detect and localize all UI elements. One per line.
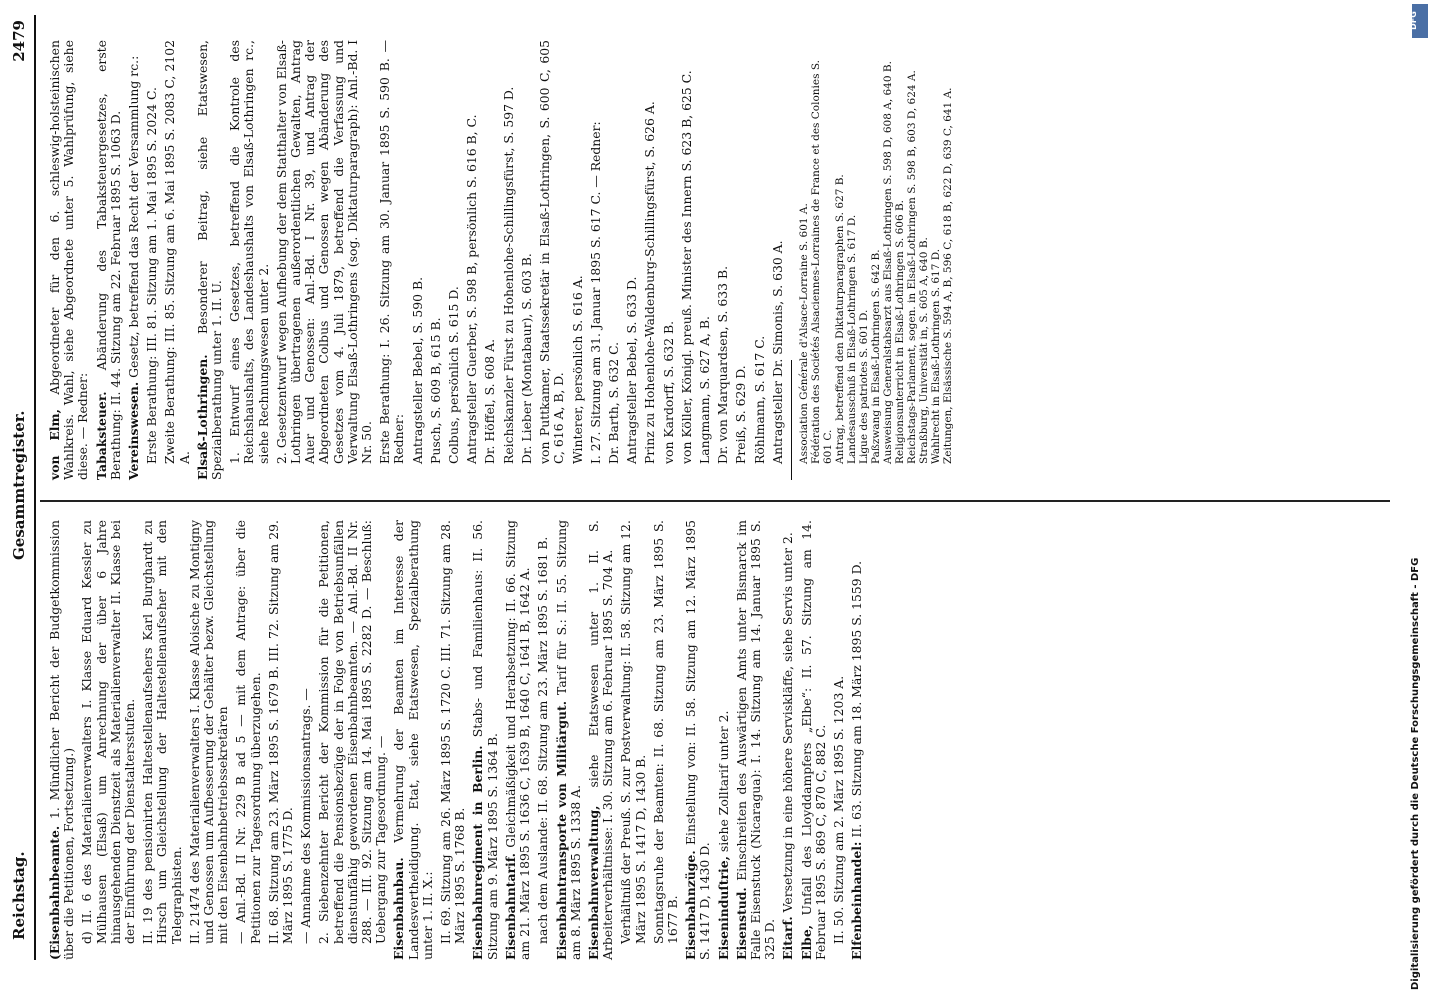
entry-heading: Eisenbahnzüge. [683, 850, 699, 960]
register-entry [48, 520, 76, 960]
entry-text: Einschreiten des Auswärtigen Amts unter Bismarck im Falle Eisenstuck (Nicaragua): I. 14. Sitzung am 14. Januar 1895 S. 325 D. [733, 520, 778, 960]
right-column [48, 40, 954, 480]
register-entry [504, 520, 532, 960]
register-entry [429, 40, 443, 464]
index-note: Reichstags-Parlament, sogen. in Elsaß-Lothringen S. 598 B, 603 D, 624 A. [905, 70, 918, 464]
entry-text: 2. Gesetzentwurf wegen Aufhebung der dem Statthalter von Elsaß-Lothringen übertragenen außerordentlichen Gewalten, Antrag Auer und Genossen: Anl.-Bd. I Nr. 39, und Antrag der Abgeordneten Colbus und Genossen wegen Abänderung des Gesetzes vom 4. Juli 1879, betreffend die Verfassung und Verwaltung Elsaß-Lothringens (sog. Diktaturparagraph): Anl.-Bd. I Nr. 50. [273, 40, 375, 464]
index-note: Ausweisung Generalstabsarzt aus Elsaß-Lothringen S. 598 D, 608 A, 640 B. [881, 61, 894, 464]
entry-heading: Eisenbahnbau. [391, 857, 407, 960]
register-entry [411, 40, 425, 464]
register-entry [80, 520, 137, 944]
index-note: Wahlrecht in Elsaß-Lothringen S. 617 D. [929, 248, 942, 464]
entry-text: 1. Mündlicher Bericht der Budgetkommission über die Petitionen, Fortsetzung.) [47, 520, 77, 960]
index-note: Straßburg, Universität in, S. 605 A, 640 B. [917, 237, 930, 464]
register-entry [188, 520, 231, 944]
register-entry [196, 40, 224, 480]
register-entry [439, 520, 467, 944]
header-left-title: Reichstag. [10, 851, 28, 940]
register-entry [716, 40, 730, 464]
index-note: Antrag, betreffend den Diktaturparagraphen S. 627 B. [833, 174, 846, 464]
index-note: Association Générale d'Alsace-Lorraine S. 601 A. [797, 203, 810, 464]
register-entry [145, 40, 159, 464]
entry-heading: Vereinswesen. [126, 381, 142, 480]
entry-text: nach dem Auslande: II. 68. Sitzung am 23. März 1895 S. 1681 B. [535, 536, 551, 944]
register-entry [299, 520, 313, 944]
entry-text: siehe Etatswesen unter 1. II. S. Arbeiterverhältnisse: I. 30. Sitzung am 6. Februar 1895 S. 704 A. [585, 520, 616, 960]
register-entry [520, 40, 534, 464]
entry-text: Dr. von Marquardsen, S. 633 B. [715, 265, 731, 464]
register-entry [717, 520, 731, 960]
entry-text: Reichskanzler Fürst zu Hohenlohe-Schillingsfürst, S. 597 D. [500, 86, 516, 464]
register-entry [587, 520, 615, 960]
entry-text: Zweite Berathung: III. 85. Sitzung am 6. Mai 1895 S. 2083 C, 2102 A. [162, 40, 192, 464]
register-entry [589, 40, 603, 464]
register-entry [643, 40, 657, 464]
entry-text: Einstellung von: II. 58. Sitzung am 12. März 1895 S. 1417 D, 1430 D. [683, 520, 713, 960]
entry-heading: Eisenbahntransporte von Militärgut. [553, 700, 569, 960]
entry-text: Verhältniß der Preuß. S. zur Postverwaltung: II. 58. Sitzung am 12. März 1895 S. 1417 D, 1430 B. [618, 520, 648, 944]
register-entry [735, 520, 778, 960]
header-middle-title: Gesammtregister. [10, 410, 28, 560]
page-number: 2479 [10, 20, 28, 62]
entry-text: — Anl.-Bd. II Nr. 229 B ad 5 — mit dem Antrage: über die Petitionen zur Tagesordnung überzugehen. [233, 520, 263, 944]
register-entry [662, 40, 676, 464]
register-entry [234, 520, 262, 944]
register-entry [607, 40, 621, 464]
entry-text: Erste Berathung: I. 26. Sitzung am 30. Januar 1895 S. 590 B. — Redner: [377, 40, 407, 464]
entry-heading: Eisenstud. [733, 887, 749, 960]
digitization-note: Digitalisierung gefördert durch die Deutsche Forschungsgemeinschaft - DFG [1410, 557, 1421, 990]
entry-text: Colbus, persönlich S. 615 D. [446, 286, 462, 464]
register-entry [832, 520, 846, 944]
entry-text: Dr. Lieber (Montabaur), S. 603 B. [518, 253, 534, 464]
register-entry [753, 40, 767, 464]
register-entry [771, 40, 785, 464]
entry-text: Vermehrung der Beamten im Interesse der Landesvertheidigung. Etat, siehe Etatswesen, Spezialberathung unter 1. II. X.: [391, 520, 435, 960]
entry-text: II. 19 des pensionirten Haltestellenaufsehers Karl Burghardt zu Hirsch um Gleichstellung der Haltestellenaufseher mit den Telegraphisten. [140, 520, 184, 944]
register-entry [571, 40, 585, 464]
entry-text: Gesetz, betreffend das Recht der Versammlung rc.: [126, 55, 142, 382]
register-entry [850, 520, 864, 960]
entry-text: Erste Berathung: III. 81. Sitzung am 1. Mai 1895 S. 2024 C. [144, 87, 160, 464]
entry-text: Antragsteller Dr. Simonis, S. 630 A. [769, 240, 785, 464]
entry-text: Stabs- und Familienhaus: II. 56. Sitzung am 9. März 1895 S. 1364 B. [470, 520, 500, 960]
register-entry [652, 520, 680, 944]
register-entry [447, 40, 461, 464]
register-entry [275, 40, 374, 464]
register-entry [698, 40, 712, 464]
entry-text: Antragsteller Bebel, S. 633 D. [624, 276, 640, 464]
entry-heading: Elsaß-Lothringen. [194, 354, 210, 480]
entry-heading: Eiseninduſtrie, [715, 856, 731, 960]
entry-text: von Köller, Königl. preuß. Minister des Innern S. 623 B, 625 C. [678, 70, 694, 464]
entry-text: 1. Entwurf eines Gesetzes, betreffend die Kontrole des Reichshaushalts, des Landeshaushalts von Elsaß-Lothringen rc., siehe Rechnungswesen unter 2. [227, 40, 271, 464]
index-note: Ligue des patriotes S. 601 D. [857, 309, 870, 464]
left-column [48, 520, 868, 960]
entry-text: Dr. Höffel, S. 608 A. [482, 338, 498, 464]
register-entry [536, 520, 550, 944]
entry-text: siehe Zolltarif unter 2. [715, 710, 731, 857]
index-note: Landesausschuß in Elsaß-Lothringen S. 617 D. [845, 214, 858, 464]
entry-heading: Eitarf. [780, 916, 796, 960]
register-entry [538, 40, 566, 464]
register-entry [317, 520, 388, 944]
entry-heading: (Eisenbahnbeamte. [47, 825, 62, 960]
entry-text: Besonderer Beitrag, siehe Etatswesen, Spezialberathung unter 1. II. U. [194, 40, 225, 480]
entry-text: Gleichmäßigkeit und Herabsetzung: II. 66. Sitzung am 21. März 1895 S. 1636 C, 1639 B, 1640 C, 1641 B, 1642 A. [502, 520, 533, 960]
register-entry [555, 520, 583, 960]
register-entry [471, 520, 499, 960]
entry-text: II. 63. Sitzung am 18. März 1895 S. 1559 D. [849, 560, 865, 842]
entry-text: Versetzung in eine höhere Serviskläffe, siehe Servis unter 2. [780, 532, 796, 917]
column-divider [40, 500, 1390, 502]
entry-heading: Eisenbahnverwaltung, [585, 805, 601, 960]
entry-heading: Elbe, [798, 924, 814, 960]
register-entry [392, 520, 435, 960]
register-entry [502, 40, 516, 464]
entry-text: Langmann, S. 627 A, B. [696, 316, 712, 464]
entry-heading: Tabaksteuer. [93, 391, 109, 480]
entry-text: Prinz zu Hohenlohe-Waldenburg-Schillingsfürst, S. 626 A. [642, 101, 658, 464]
entry-text: von Kardorff, S. 632 B. [660, 320, 676, 464]
entry-text: II. 69. Sitzung am 26. März 1895 S. 1720 C. III. 71. Sitzung am 28. März 1895 S. 1768 B. [438, 520, 468, 944]
entry-text: Preiß, S. 629 D. [733, 365, 749, 464]
register-entry [141, 520, 184, 944]
register-entry [680, 40, 694, 464]
entry-text: Abänderung des Tabaksteuergesetzes, erste Berathung: II. 44. Sitzung am 22. Februar 1895 S. 1063 D. [93, 40, 123, 480]
register-entry [378, 40, 406, 464]
entry-text: Antragsteller Guerber, S. 598 B, persönlich S. 616 B, C. [464, 114, 480, 464]
entry-text: Pusch, S. 609 B, 615 B. [427, 317, 443, 464]
entry-text: Unfall des Lloyddampfers „Elbe“: II. 57. Sitzung am 14. Februar 1895 S. 869 C, 870 C, 882 C. [798, 520, 828, 960]
entry-text: Antragsteller Bebel, S. 590 B. [409, 276, 425, 464]
entry-text: Röhlmann, S. 617 C. [751, 335, 767, 464]
register-entry [465, 40, 479, 464]
register-entry [48, 40, 91, 480]
register-entry [781, 520, 795, 960]
register-entry [228, 40, 271, 464]
register-entry [163, 40, 191, 464]
index-note: Religionsunterricht in Elsaß-Lothringen S. 606 B. [893, 199, 906, 464]
entry-text: Winterer, persönlich S. 616 A. [569, 275, 585, 464]
register-entry [267, 520, 295, 944]
register-entry [483, 40, 497, 464]
entry-text: 2. Siebenzehnter Bericht der Kommission für die Petitionen, betreffend die Pensionsbezüge der in Folge von Betriebsunfällen dienstunfähig gewordenen Eisenbahnbeamten. — Anl.-Bd. II Nr. 288. — III. 92. Sitzung am 14. Mai 1895 S. 2282 D. — Beschluß: Uebergang zur Tagesordnung. — [316, 520, 389, 944]
index-note: Fédération des Sociétés Alsaciennes-Lorraines de France et des Colonies S. 601 C. [809, 59, 834, 464]
entry-text: II. 50. Sitzung am 2. März 1895 S. 1203 A. [830, 675, 846, 944]
register-entry [684, 520, 712, 960]
header-rule [34, 15, 36, 960]
dfg-logo-text: DFG [1408, 11, 1418, 30]
entry-heading: Elfenbeinhandel: [849, 841, 865, 960]
entry-text: Tarif für S.: II. 55. Sitzung am 8. März 1895 S. 1338 A. [553, 520, 583, 960]
entry-heading: Eisenbahnregiment in Berlin. [470, 745, 486, 960]
entry-text: II. 68. Sitzung am 23. März 1895 S. 1679 B. III. 72. Sitzung am 29. März 1895 S. 1775 D. [265, 520, 296, 944]
entry-heading: Eisenbahntarif. [502, 853, 518, 960]
entry-text: II. 21474 des Materialienverwalters I. Klasse Aloische zu Montigny und Genossen um Aufbesserung der Gehälter bezw. Gleichstellung mit den Eisenbahnbetriebssekretären [186, 520, 231, 944]
entry-text: d) II. 6 des Materialienverwalters I. Klasse Eduard Kessler zu Mülhausen (Elsaß) um Anrechnung der über 6 Jahre hinausgehenden Dienstzeit als Materialienverwalter II. Klasse bei der Einführung der Dienstaltersstufen. [79, 520, 138, 944]
entry-text: Dr. Barth, S. 632 C. [605, 341, 621, 464]
register-entry [95, 40, 123, 480]
entry-text: — Annahme des Kommissionsantrags. — [298, 688, 314, 944]
entry-text: Sonntagsruhe der Beamten: II. 68. Sitzung am 23. März 1895 S. 1677 B. [650, 520, 680, 944]
index-note: Paßzwang in Elsaß-Lothringen S. 642 B. [869, 249, 882, 464]
index-note: Zeitungen, Elsässische S. 594 A, B, 596 C, 618 B, 622 D, 639 C, 641 A. [941, 87, 954, 464]
register-entry [734, 40, 748, 464]
register-entry [625, 40, 639, 464]
register-entry [800, 520, 828, 960]
entry-text: von Puttkamer, Staatssekretär in Elsaß-Lothringen, S. 600 C, 605 C, 616 A, B, D. [537, 40, 567, 464]
register-entry [619, 520, 647, 944]
section-divider [791, 360, 792, 480]
entry-text: Abgeordneter für den 6. schleswig-holsteinischen Wahlkreis. Wahl, siehe Abgeordnete unter 5. Wahlprüfung, siehe diese. — Redner: [47, 40, 91, 480]
entry-heading: von Elm, [47, 409, 62, 480]
entry-text: I. 27. Sitzung am 31. Januar 1895 S. 617 C. — Redner: [587, 121, 603, 464]
register-entry [127, 40, 141, 480]
